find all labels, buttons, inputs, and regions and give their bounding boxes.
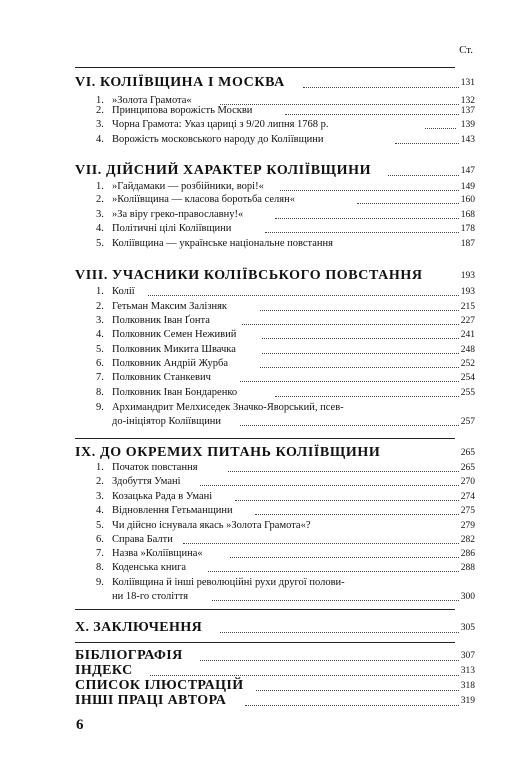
entry-page: 139	[460, 120, 475, 130]
entry-number: 2.	[96, 476, 104, 487]
toc-entry	[0, 576, 519, 590]
entry-number: 1.	[96, 286, 104, 297]
leader-dots	[275, 396, 459, 397]
entry-title: Чорна Грамота: Указ цариці з 9/20 липня 1768 р.	[112, 119, 329, 130]
entry-title: Коліївщина — українське національне повстання	[112, 238, 333, 249]
leader-dots	[200, 485, 459, 486]
entry-page: 282	[460, 535, 475, 545]
entry-number: 5.	[96, 520, 104, 531]
section-title: IX. ДО ОКРЕМИХ ПИТАНЬ КОЛІЇВЩИНИ	[75, 445, 381, 460]
entry-number: 4.	[96, 505, 104, 516]
entry-number: 3.	[96, 119, 104, 130]
leader-dots	[395, 143, 459, 144]
leader-dots	[260, 310, 459, 311]
section-title: VII. ДІЙСНИЙ ХАРАКТЕР КОЛІЇВЩИНИ	[75, 163, 372, 178]
toc-entry	[0, 180, 519, 194]
entry-number: 2.	[96, 105, 104, 116]
toc-entry-major	[0, 648, 519, 664]
section-heading	[0, 267, 519, 285]
entry-title: Полковник Семен Неживий	[112, 329, 237, 340]
leader-dots	[220, 632, 459, 633]
toc-entry	[0, 222, 519, 236]
leader-dots	[262, 338, 459, 339]
leader-dots	[275, 218, 459, 219]
leader-dots	[245, 705, 459, 706]
entry-number: 6.	[96, 358, 104, 369]
toc-entry	[0, 357, 519, 371]
section-page: 147	[460, 166, 475, 176]
toc-entry-continued	[0, 415, 519, 429]
entry-page: 137	[460, 106, 475, 116]
entry-title: Початок повстання	[112, 462, 198, 473]
entry-page: 241	[460, 330, 475, 340]
entry-page: 255	[460, 388, 475, 398]
leader-dots	[228, 471, 459, 472]
entry-number: 1.	[96, 462, 104, 473]
entry-page: 270	[460, 477, 475, 487]
entry-number: 7.	[96, 548, 104, 559]
entry-page: 279	[460, 521, 475, 531]
leader-dots	[200, 660, 459, 661]
entry-number: 3.	[96, 209, 104, 220]
entry-number: 3.	[96, 315, 104, 326]
entry-title: Чи дійсно існувала якась »Золота Грамота«?	[112, 520, 311, 531]
entry-page: 132	[460, 96, 475, 106]
toc-entry-continued	[0, 590, 519, 604]
entry-page: 265	[460, 463, 475, 473]
page-column-label: Ст.	[459, 44, 473, 56]
entry-page: 319	[460, 696, 475, 706]
leader-dots	[256, 690, 459, 691]
entry-page: 160	[460, 195, 475, 205]
toc-entry-major	[0, 693, 519, 709]
entry-title: ІНДЕКС	[75, 663, 133, 678]
leader-dots	[303, 87, 459, 88]
entry-title: Колії	[112, 286, 135, 297]
leader-dots	[208, 571, 459, 572]
toc-entry	[0, 519, 519, 533]
toc-entry	[0, 561, 519, 575]
leader-dots	[357, 203, 459, 204]
entry-number: 7.	[96, 372, 104, 383]
entry-page: 286	[460, 549, 475, 559]
entry-title: Здобуття Умані	[112, 476, 181, 487]
leader-dots	[240, 381, 459, 382]
entry-page: 252	[460, 359, 475, 369]
section-title: VIII. УЧАСНИКИ КОЛІЇВСЬКОГО ПОВСТАННЯ	[75, 268, 423, 283]
toc-entry	[0, 237, 519, 251]
section-title: VI. КОЛІЇВЩИНА І МОСКВА	[75, 75, 285, 90]
entry-title: Політичні цілі Коліївщини	[112, 223, 232, 234]
leader-dots	[260, 367, 459, 368]
entry-title: Полковник Іван Ґонта	[112, 315, 210, 326]
toc-entry	[0, 401, 519, 415]
entry-number: 9.	[96, 577, 104, 588]
entry-page: 248	[460, 345, 475, 355]
entry-title: Гетьман Максим Залізняк	[112, 301, 228, 312]
toc-entry	[0, 547, 519, 561]
entry-number: 6.	[96, 534, 104, 545]
entry-number: 1.	[96, 95, 104, 106]
entry-page: 288	[460, 563, 475, 573]
entry-title: »Золота Грамота«	[112, 95, 192, 106]
toc-entry	[0, 285, 519, 299]
entry-title: »За віру греко-православну!«	[112, 209, 244, 220]
leader-dots	[262, 353, 459, 354]
entry-page: 149	[460, 182, 475, 192]
entry-number: 5.	[96, 344, 104, 355]
section-page: 193	[460, 271, 475, 281]
entry-page: 305	[460, 623, 475, 633]
entry-title: Полковник Іван Бондаренко	[112, 387, 238, 398]
entry-title: Коденська книга	[112, 562, 187, 573]
entry-page: 193	[460, 287, 475, 297]
divider	[75, 438, 455, 439]
toc-entry	[0, 475, 519, 489]
entry-title: Принципова ворожість Москви	[112, 105, 253, 116]
toc-entry-major	[0, 663, 519, 679]
entry-page: 318	[460, 681, 475, 691]
entry-number: 2.	[96, 194, 104, 205]
section-page: 265	[460, 448, 475, 458]
entry-title: Відновлення Гетьманщини	[112, 505, 233, 516]
leader-dots	[265, 232, 459, 233]
entry-title-continued: ни 18-го століття	[112, 591, 189, 602]
toc-entry	[0, 371, 519, 385]
entry-number: 9.	[96, 402, 104, 413]
entry-page: 274	[460, 492, 475, 502]
toc-entry	[0, 461, 519, 475]
divider	[75, 642, 455, 643]
entry-title: »Гайдамаки — розбійники, ворі!«	[112, 181, 264, 192]
entry-number: 4.	[96, 134, 104, 145]
toc-entry	[0, 343, 519, 357]
toc-entry-major	[0, 678, 519, 694]
entry-title: Архимандрит Мелхиседек Значко-Яворський, псев-	[112, 402, 344, 413]
section-heading	[0, 444, 519, 462]
entry-title: СПИСОК ІЛЮСТРАЦІЙ	[75, 678, 244, 693]
entry-page: 187	[460, 239, 475, 249]
leader-dots	[230, 557, 459, 558]
entry-title: Полковник Микита Швачка	[112, 344, 236, 355]
entry-title: ІНШІ ПРАЦІ АВТОРА	[75, 693, 227, 708]
entry-title: Ворожість московського народу до Коліївщини	[112, 134, 324, 145]
entry-page: 257	[460, 417, 475, 427]
toc-entry	[0, 104, 519, 118]
leader-dots	[255, 514, 459, 515]
entry-page: 178	[460, 224, 475, 234]
leader-dots	[150, 675, 459, 676]
entry-number: 1.	[96, 181, 104, 192]
entry-title: »Коліївщина — класова боротьба селян«	[112, 194, 295, 205]
entry-number: 8.	[96, 562, 104, 573]
toc-entry	[0, 490, 519, 504]
toc-entry	[0, 386, 519, 400]
entry-title-continued: до-ініціятор Коліївщини	[112, 416, 222, 427]
leader-dots	[388, 175, 459, 176]
entry-number: 8.	[96, 387, 104, 398]
section-heading	[0, 162, 519, 180]
toc-entry-major	[0, 620, 519, 636]
entry-page: 254	[460, 373, 475, 383]
leader-dots	[212, 600, 459, 601]
leader-dots	[148, 295, 459, 296]
leader-dots	[235, 500, 459, 501]
leader-dots	[183, 543, 459, 544]
toc-entry	[0, 314, 519, 328]
page-number: 6	[76, 717, 84, 733]
entry-title: Коліївщина й інші революційні рухи другої полови-	[112, 577, 345, 588]
entry-number: 4.	[96, 329, 104, 340]
entry-number: 4.	[96, 223, 104, 234]
entry-title: X. ЗАКЛЮЧЕННЯ	[75, 620, 203, 635]
leader-dots	[242, 324, 459, 325]
toc-entry	[0, 133, 519, 147]
divider	[75, 609, 455, 610]
entry-page: 143	[460, 135, 475, 145]
entry-page: 313	[460, 666, 475, 676]
toc-entry	[0, 193, 519, 207]
section-page: 131	[460, 78, 475, 88]
entry-title: Козацька Рада в Умані	[112, 491, 213, 502]
toc-entry	[0, 300, 519, 314]
leader-dots	[285, 114, 459, 115]
entry-page: 227	[460, 316, 475, 326]
entry-title: БІБЛІОГРАФІЯ	[75, 648, 183, 663]
entry-number: 5.	[96, 238, 104, 249]
section-heading	[0, 74, 519, 92]
entry-page: 307	[460, 651, 475, 661]
entry-title: Справа Балти	[112, 534, 173, 545]
entry-title: Назва »Коліївщина«	[112, 548, 203, 559]
entry-page: 300	[460, 592, 475, 602]
toc-entry	[0, 328, 519, 342]
toc-entry	[0, 118, 519, 132]
entry-number: 3.	[96, 491, 104, 502]
divider	[75, 67, 455, 68]
entry-page: 215	[460, 302, 475, 312]
leader-dots	[240, 425, 459, 426]
toc-entry	[0, 533, 519, 547]
entry-title: Полковник Станкевич	[112, 372, 211, 383]
leader-dots	[280, 190, 459, 191]
entry-page: 275	[460, 506, 475, 516]
toc-entry	[0, 504, 519, 518]
entry-page: 168	[460, 210, 475, 220]
entry-title: Полковник Андрій Журба	[112, 358, 229, 369]
entry-number: 2.	[96, 301, 104, 312]
toc-entry	[0, 208, 519, 222]
